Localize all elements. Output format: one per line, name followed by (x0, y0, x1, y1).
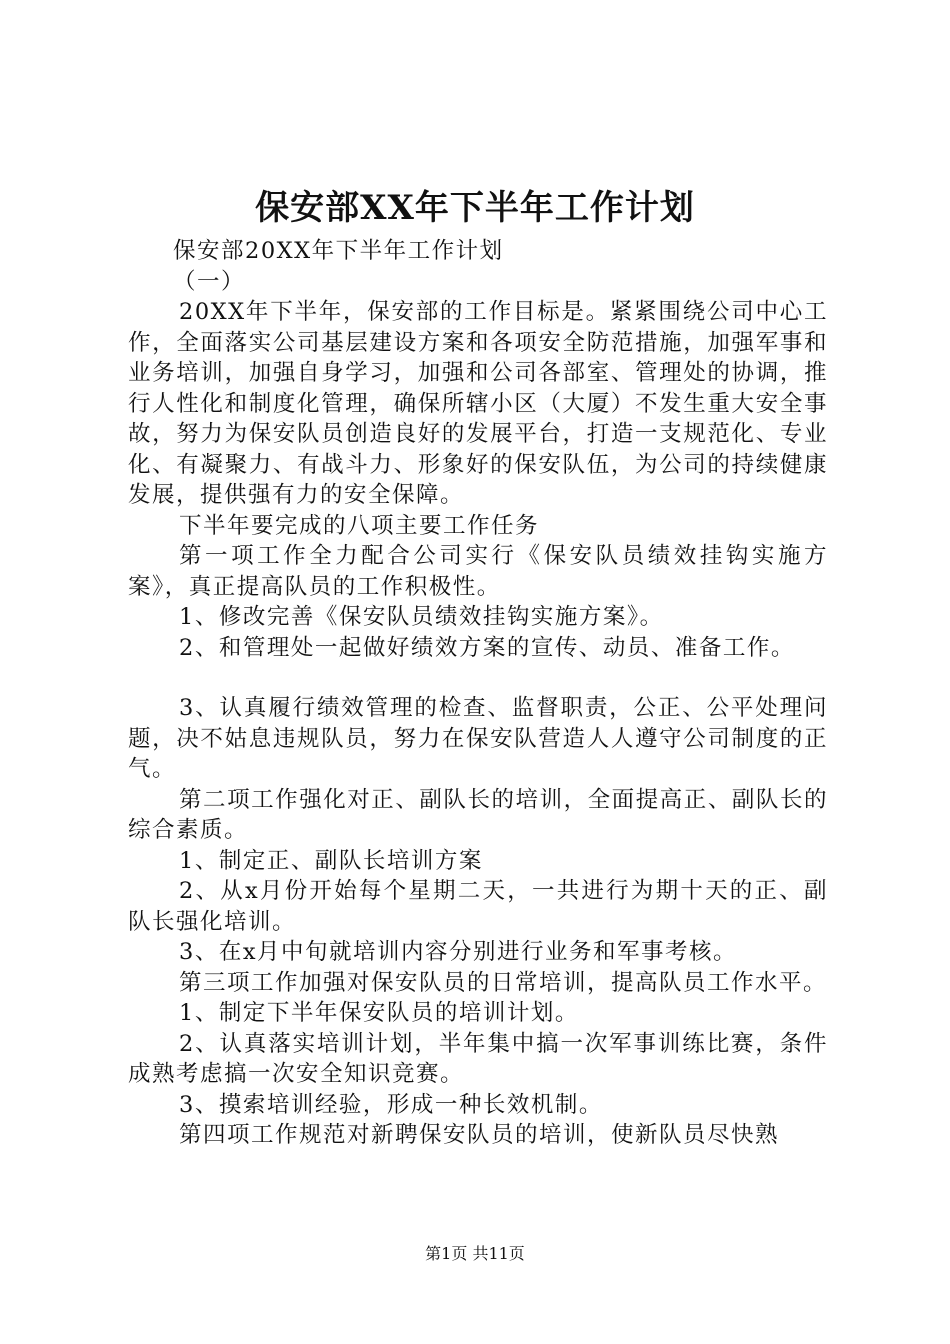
task-2-item-1: 1、制定正、副队长培训方案 (179, 847, 483, 874)
task-2-item-2: 2、从x月份开始每个星期二天，一共进行为期十天的正、副队长强化培训。 (128, 878, 828, 935)
goal-paragraph: 20XX年下半年，保安部的工作目标是。紧紧围绕公司中心工作，全面落实公司基层建设方案和各项安全防范措施，加强军事和业务培训，加强自身学习，加强和公司各部室、管理处的协调，推行人性化和制度化管理，确保所辖小区（大厦）不发生重大安全事故，努力为保安队员创造良好的发展平台，打造一支规范化、专业化、有凝聚力、有战斗力、形象好的保安队伍，为公司的持续健康发展，提供强有力的安全保障。 (128, 299, 828, 508)
task-1-heading: 第一项工作全力配合公司实行《保安队员绩效挂钩实施方案》，真正提高队员的工作积极性。 (128, 543, 828, 600)
task-1-item-1: 1、修改完善《保安队员绩效挂钩实施方案》。 (179, 604, 664, 630)
subtitle-paragraph: 保安部20XX年下半年工作计划 (173, 238, 504, 264)
page-footer: 第1页 共11页 (425, 1244, 525, 1263)
task-3-item-2: 2、认真落实培训计划，半年集中搞一次军事训练比赛，条件成熟考虑搞一次安全知识竞赛。 (128, 1030, 828, 1087)
section-number: （一） (173, 268, 246, 295)
tasks-heading: 下半年要完成的八项主要工作任务 (179, 512, 540, 539)
task-1-item-3: 3、认真履行绩效管理的检查、监督职责，公正、公平处理问题，决不姑息违规队员，努力在保安队营造人人遵守公司制度的正气。 (128, 695, 828, 782)
task-1-item-2: 2、和管理处一起做好绩效方案的宣传、动员、准备工作。 (179, 634, 795, 661)
task-3-heading: 第三项工作加强对保安队员的日常培训，提高队员工作水平。 (179, 969, 828, 996)
task-2-item-3: 3、在x月中旬就培训内容分别进行业务和军事考核。 (179, 939, 738, 965)
task-3-item-3: 3、摸索培训经验，形成一种长效机制。 (179, 1091, 603, 1118)
task-2-heading: 第二项工作强化对正、副队长的培训，全面提高正、副队长的综合素质。 (128, 786, 828, 843)
blank-line (128, 663, 828, 693)
document-body (128, 236, 828, 1151)
task-4-heading: 第四项工作规范对新聘保安队员的培训，使新队员尽快熟 (179, 1122, 780, 1148)
document-title: 保安部XX年下半年工作计划 (255, 188, 695, 228)
task-3-item-1: 1、制定下半年保安队员的培训计划。 (179, 1000, 579, 1026)
